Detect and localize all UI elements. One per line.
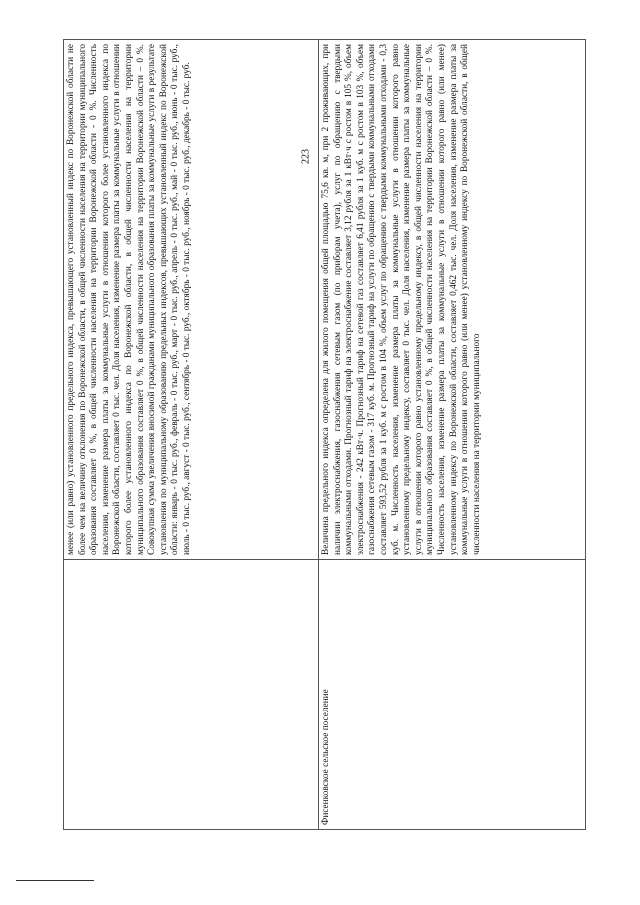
table-row — [319, 40, 586, 830]
table-row — [64, 40, 319, 830]
municipality-name: Фисенковское сельское поселение — [321, 689, 331, 825]
footnote-rule — [16, 880, 94, 881]
description-cell — [319, 40, 586, 560]
description-text: менее (или равно) установленного предельного индекса, превышающего установленный индекс по Воронежской области не более чем на величину отклонения по Воронежской области, в общей численности населения на территории муниципального образования составляет 0 %, в общей численности населения на территории Воронежской области - 0 %. Численность населения, изменение размера платы за коммунальные услуги в отношении которого более установленного индекса по Воронежской области, составляет 0 тыс. чел. Доля населения, изменение размера платы за коммунальные услуги в отношении которого более установленного индекса по Воронежской области, в общей численности населения на территории муниципального образования составляет 0 %, в общей численности населения на территории Воронежской области – 0 %. Совокупная сумма увеличения вносимой гражданами муниципального образования платы за коммунальные услуги в результате установления по муниципальному образованию предельных индексов, превышающих установленный индекс по Воронежской области: январь - 0 тыс. руб., февраль - 0 тыс. руб., март - 0 тыс. руб., апрель - 0 тыс. руб., май - 0 тыс. руб., июнь - 0 тыс. руб., июль - 0 тыс. руб., август - 0 тыс. руб., сентябрь - 0 тыс. руб., октябрь - 0 тыс. руб., ноябрь - 0 тыс. руб., декабрь - 0 тыс. руб. — [66, 44, 192, 555]
description-cell — [64, 40, 319, 560]
description-text: Величина предельного индекса определена для жилого помещения общей площадью 75,6 кв. м, при 2 проживающих, при наличии электроснабжения, газоснабжения сетевым газом (по приборам учета), услуг по обращению с твердыми коммунальными отходами. Прогнозный тариф на электроснабжение составляет 3,12 рубля за 1 кВт·ч с ростом в 105 %, объем электроснабжения - 242 кВт·ч. Прогнозный тариф на сетевой газ составляет 6,41 рубля за 1 куб. м с ростом в 103 %, объем газоснабжения сетевым газом - 317 куб. м. Прогнозный тариф на услуги по обращению с твердыми коммунальными отходами составляет 593,52 рубля за 1 куб. м с ростом в 104 %, объем услуг по обращению с твердыми коммунальными отходами - 0,3 куб. м. Численность населения, изменение размера платы за коммунальные услуги в отношении которого равно установленному предельному индексу, составляет 0 тыс. чел. Доля населения, изменение размера платы за коммунальные услуги в отношении которого равно установленному предельному индексу, в общей численности населения на территории муниципального образования составляет 0 %, в общей численности населения на территории Воронежской области – 0 %. Численность населения, изменение размера платы за коммунальные услуги в отношении которого равно (или менее) установленному индексу по Воронежской области, составляет 0,462 тыс. чел. Доля населения, изменение размера платы за коммунальные услуги в отношении которого равно (или менее) установленному индексу по Воронежской области, в общей численности населения на территории муниципального — [321, 44, 482, 555]
municipality-cell — [319, 560, 586, 830]
indices-table — [63, 39, 586, 830]
page-number: 223 — [300, 149, 312, 164]
municipality-cell — [64, 560, 319, 830]
rotated-table-wrapper — [63, 40, 585, 830]
